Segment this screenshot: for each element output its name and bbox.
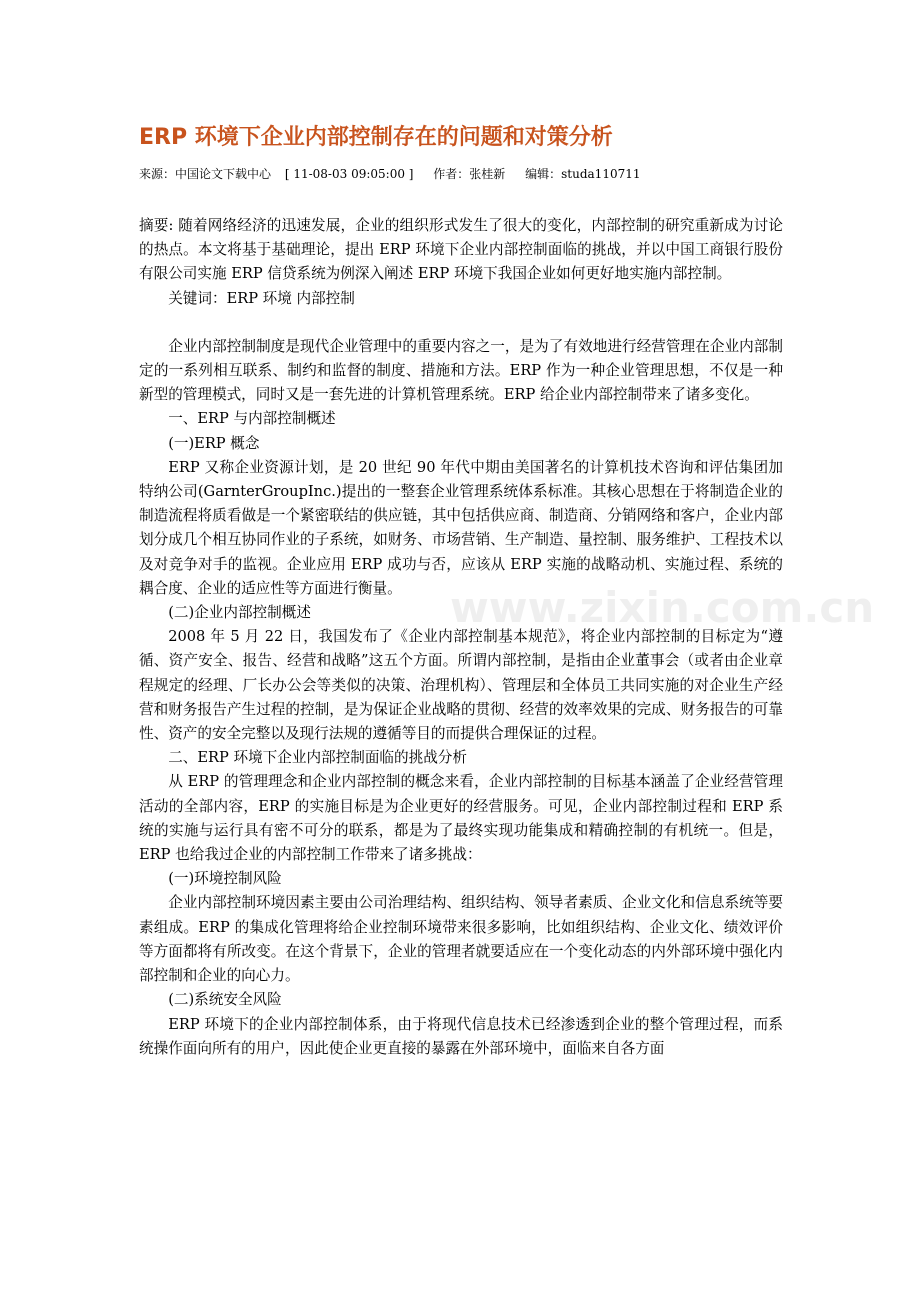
subsection-heading: (二)系统安全风险 <box>168 991 282 1009</box>
source: 来源：中国论文下载中心 <box>139 167 272 181</box>
editor: 编辑：studa110711 <box>525 167 641 181</box>
spacer <box>139 311 783 335</box>
section-heading: 一、ERP 与内部控制概述 <box>168 410 336 428</box>
section-heading: 二、ERP 环境下企业内部控制面临的挑战分析 <box>168 749 467 767</box>
paragraph: 2008 年 5 月 22 日，我国发布了《企业内部控制基本规范》，将企业内部控制的目标定为“遵循、资产安全、报告、经营和战略”这五个方面。所谓内部控制，是指由企业董事会（或者由企业章程规定的经理、厂长办公会等类似的决策、治理机构）、管理层和全体员工共同实施的对企业生产经营和财务报告产生过程的控制，是为保证企业战略的贯彻、经营的效率效果的完成、财务报告的可靠性、资产的安全完整以及现行法规的遵循等目的而提供合理保证的过程。 <box>139 628 783 743</box>
article-body <box>139 214 783 1061</box>
publish-date: [ 11-08-03 09:05:00 ] <box>284 167 414 181</box>
paragraph: ERP 环境下的企业内部控制体系，由于将现代信息技术已经渗透到企业的整个管理过程，而系统操作面向所有的用户，因此使企业更直接的暴露在外部环境中，面临来自各方面 <box>139 1015 783 1057</box>
article-meta <box>139 164 799 184</box>
keywords: 关键词：ERP 环境 内部控制 <box>168 289 355 307</box>
article-title: ERP 环境下企业内部控制存在的问题和对策分析 <box>139 125 613 150</box>
author: 作者：张桂新 <box>433 167 506 181</box>
subsection-heading: (一)ERP 概念 <box>168 434 260 452</box>
watermark-text: www.zixin.com.cn <box>450 583 875 632</box>
subsection-heading: (一)环境控制风险 <box>168 870 282 888</box>
subsection-heading: (二)企业内部控制概述 <box>168 604 311 622</box>
paragraph: 企业内部控制制度是现代企业管理中的重要内容之一，是为了有效地进行经营管理在企业内部制定的一系列相互联系、制约和监督的制度、措施和方法。ERP 作为一种企业管理思想，不仅是一种新型的管理模式，同时又是一套先进的计算机管理系统。ERP 给企业内部控制带来了诸多变化。 <box>139 337 783 404</box>
abstract: 摘要: 随着网络经济的迅速发展，企业的组织形式发生了很大的变化，内部控制的研究重新成为讨论的热点。本文将基于基础理论，提出 ERP 环境下企业内部控制面临的挑战，并以中国工商银行股份有限公司实施 ERP 信贷系统为例深入阐述 ERP 环境下我国企业如何更好地实施内部控制。 <box>139 217 783 283</box>
paragraph: ERP 又称企业资源计划，是 20 世纪 90 年代中期由美国著名的计算机技术咨询和评估集团加特纳公司(GarnterGroupInc.)提出的一整套企业管理系统体系标准。其核心思想在于将制造企业的制造流程将质看做是一个紧密联结的供应链，其中包括供应商、制造商、分销网络和客户，企业内部划分成几个相互协同作业的子系统，如财务、市场营销、生产制造、量控制、服务维护、工程技术以及对竞争对手的监视。企业应用 ERP 成功与否，应该从 ERP 实施的战略动机、实施过程、系统的耦合度、企业的适应性等方面进行衡量。 <box>139 458 783 597</box>
paragraph: 从 ERP 的管理理念和企业内部控制的概念来看，企业内部控制的目标基本涵盖了企业经营管理活动的全部内容，ERP 的实施目标是为企业更好的经营服务。可见，企业内部控制过程和 ERP 系统的实施与运行具有密不可分的联系，都是为了最终实现功能集成和精确控制的有机统一。但是，ERP 也给我过企业的内部控制工作带来了诸多挑战： <box>139 773 783 864</box>
paragraph: 企业内部控制环境因素主要由公司治理结构、组织结构、领导者素质、企业文化和信息系统等要素组成。ERP 的集成化管理将给企业控制环境带来很多影响，比如组织结构、企业文化、绩效评价等方面都将有所改变。在这个背景下，企业的管理者就要适应在一个变化动态的内外部环境中强化内部控制和企业的向心力。 <box>139 894 783 985</box>
